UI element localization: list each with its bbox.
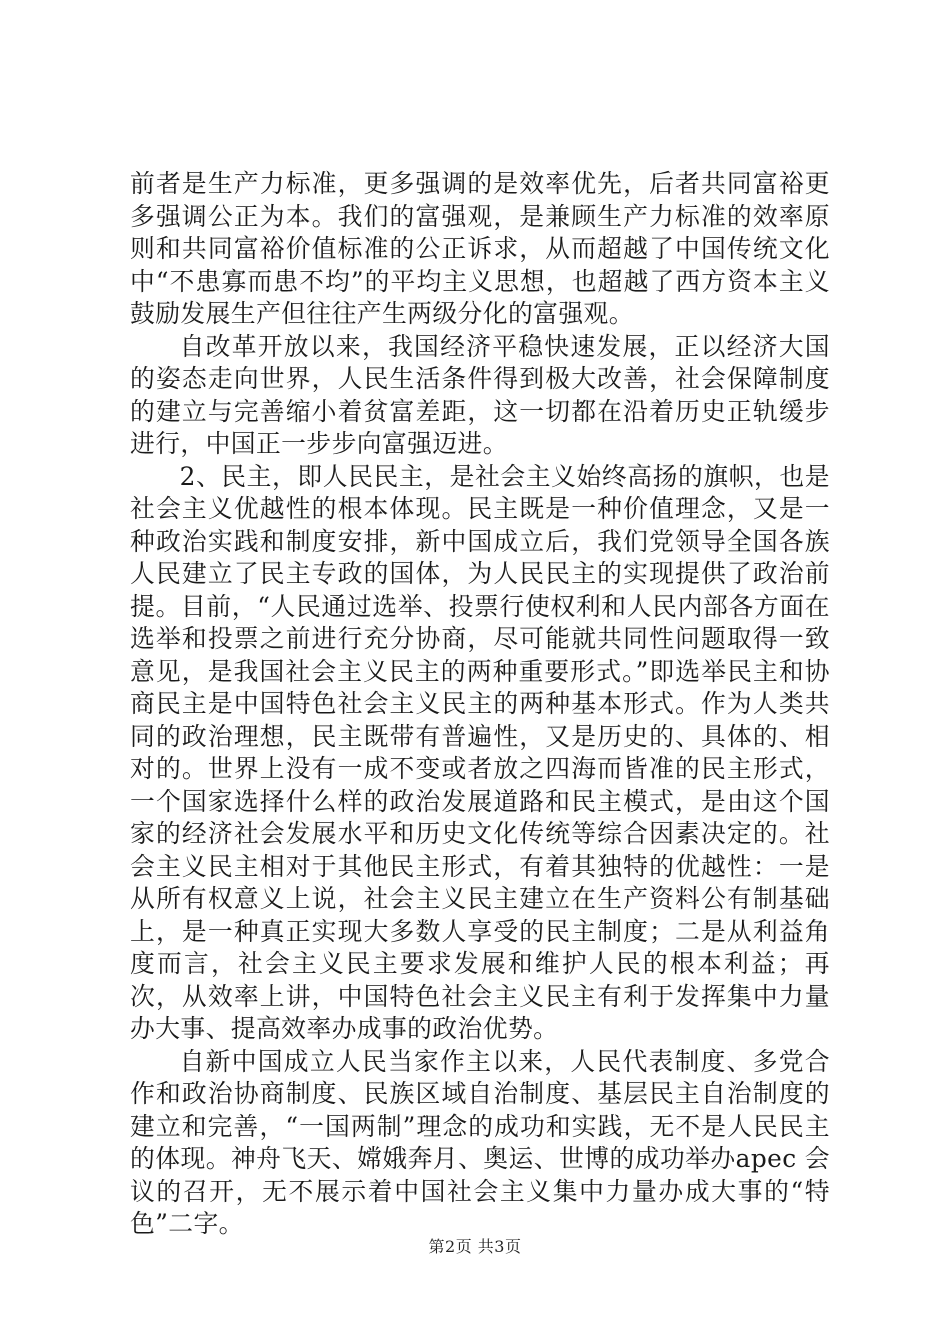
paragraph-1: 前者是生产力标准，更多强调的是效率优先，后者共同富裕更多强调公正为本。我们的富强观，是兼顾生产力标准的效率原则和共同富裕价值标准的公正诉求，从而超越了中国传统文化中“不患寡而患不均”的平均主义思想，也超越了西方资本主义鼓励发展生产但往往产生两级分化的富强观。: [130, 169, 830, 328]
paragraph-3: 2、民主，即人民民主，是社会主义始终高扬的旗帜，也是社会主义优越性的根本体现。民主既是一种价值理念，又是一种政治实践和制度安排，新中国成立后，我们党领导全国各族人民建立了民主专政的国体，为人民民主的实现提供了政治前提。目前，“人民通过选举、投票行使权利和人民内部各方面在选举和投票之前进行充分协商，尽可能就共同性问题取得一致意见，是我国社会主义民主的两种重要形式。”即选举民主和协商民主是中国特色社会主义民主的两种基本形式。作为人类共同的政治理想，民主既带有普遍性，又是历史的、具体的、相对的。世界上没有一成不变或者放之四海而皆准的民主形式，一个国家选择什么样的政治发展道路和民主模式，是由这个国家的经济社会发展水平和历史文化传统等综合因素决定的。社会主义民主相对于其他民主形式，有着其独特的优越性：一是从所有权意义上说，社会主义民主建立在生产资料公有制基础上，是一种真正实现大多数人享受的民主制度；二是从利益角度而言，社会主义民主要求发展和维护人民的根本利益；再次，从效率上讲，中国特色社会主义民主有利于发挥集中力量办大事、提高效率办成事的政治优势。: [130, 461, 830, 1043]
paragraph-2: 自改革开放以来，我国经济平稳快速发展，正以经济大国的姿态走向世界，人民生活条件得到极大改善，社会保障制度的建立与完善缩小着贫富差距，这一切都在沿着历史正轨缓步进行，中国正一步步向富强迈进。: [130, 331, 830, 458]
document-body: [130, 168, 830, 1241]
page-number-footer: 第2页 共3页: [428, 1237, 522, 1256]
paragraph-4: 自新中国成立人民当家作主以来，人民代表制度、多党合作和政治协商制度、民族区域自治制度、基层民主自治制度的建立和完善，“一国两制”理念的成功和实践，无不是人民民主的体现。神舟飞天、嫦娥奔月、奥运、世博的成功举办apec 会议的召开，无不展示着中国社会主义集中力量办成大事的“特色”二字。: [130, 1046, 830, 1238]
